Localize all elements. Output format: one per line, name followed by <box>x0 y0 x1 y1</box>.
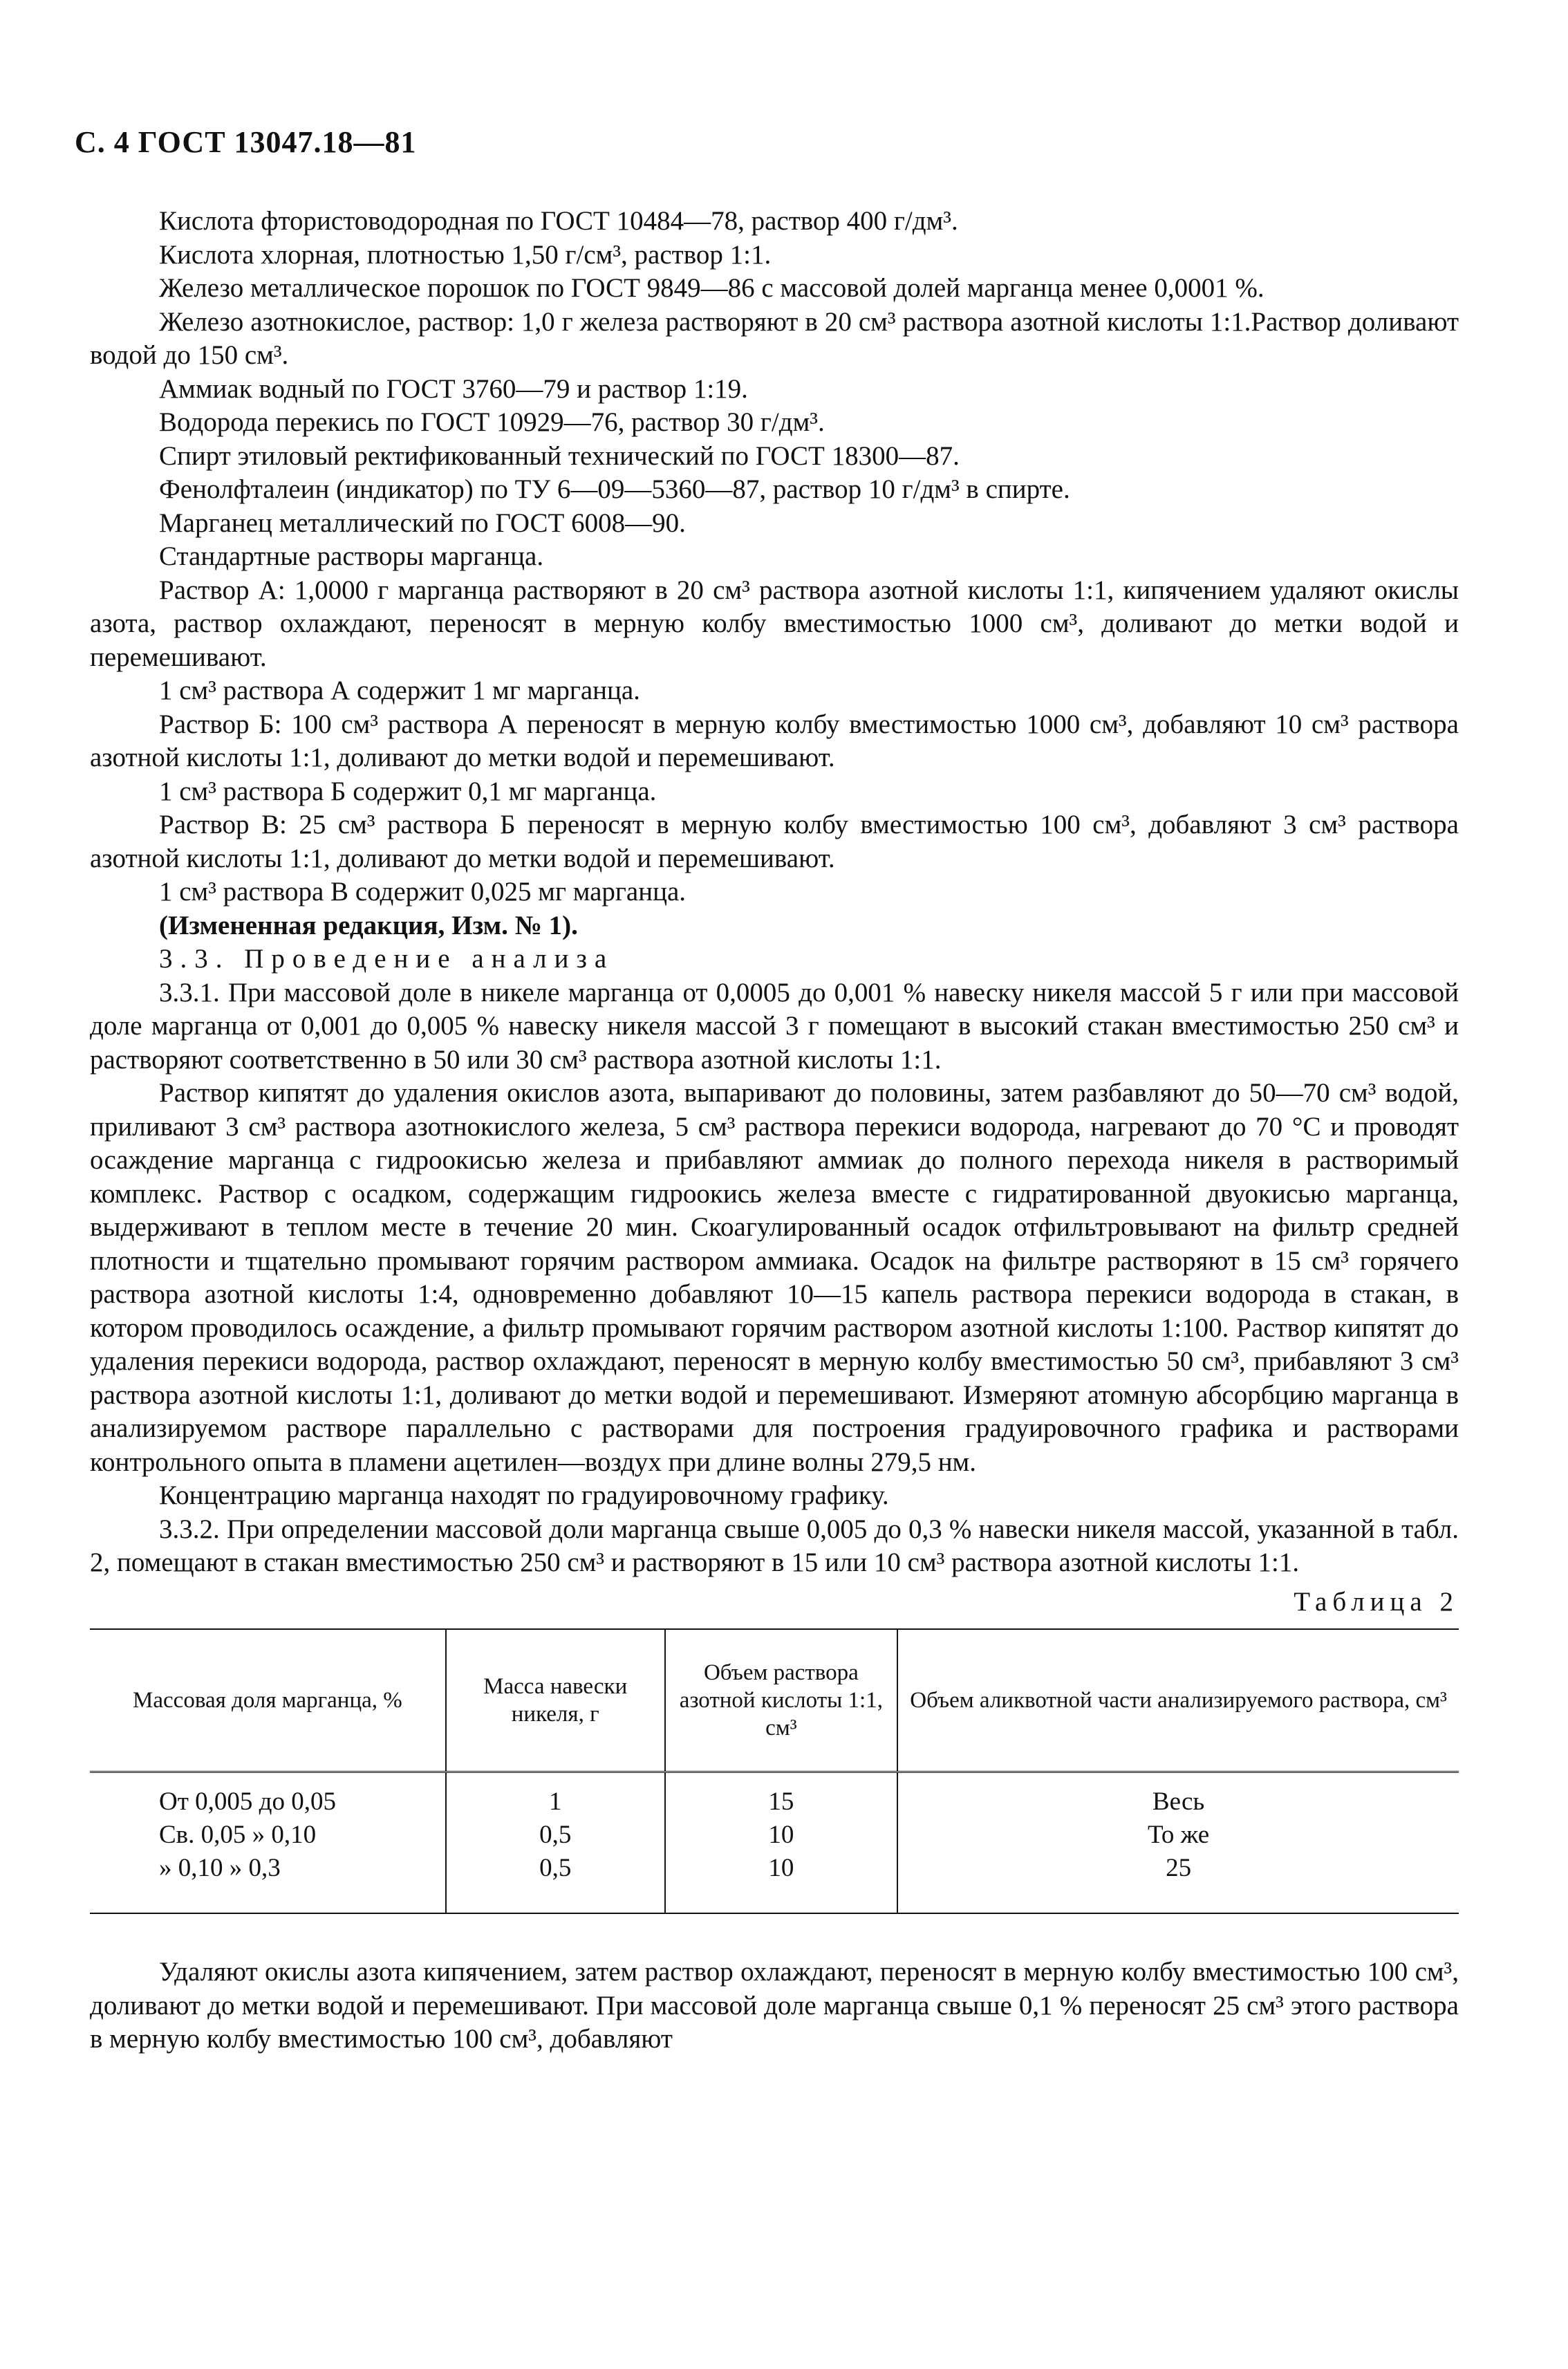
paragraph: 1 см³ раствора Б содержит 0,1 мг марганца. <box>159 776 657 806</box>
paragraph: Железо металлическое порошок по ГОСТ 9849—86 с массовой долей марганца менее 0,0001 %. <box>159 273 1264 303</box>
document-body <box>90 205 1459 2056</box>
column-header: Объем раствора азотной кислоты 1:1, см³ <box>665 1629 898 1772</box>
table-cell: Весь <box>897 1772 1459 1819</box>
paragraph: 1 см³ раствора В содержит 0,025 мг марганца. <box>159 877 687 907</box>
table-header-row <box>90 1629 1459 1772</box>
paragraph: Водорода перекись по ГОСТ 10929—76, раствор 30 г/дм³. <box>159 407 825 437</box>
paragraph: Фенолфталеин (индикатор) по ТУ 6—09—5360—87, раствор 10 г/дм³ в спирте. <box>159 474 1070 504</box>
table-cell: 0,5 <box>446 1819 665 1852</box>
table-cell: 10 <box>665 1852 898 1913</box>
paragraph: Раствор Б: 100 см³ раствора А переносят в мерную колбу вместимостью 1000 см³, добавляют 10 см³ раствора азотной кислоты 1:1, доливают до метки водой и перемешивают. <box>90 709 1459 772</box>
paragraph: Аммиак водный по ГОСТ 3760—79 и раствор 1:19. <box>159 373 748 404</box>
table-cell: Св. 0,05 » 0,10 <box>159 1821 317 1849</box>
paragraph: Спирт этиловый ректификованный технический по ГОСТ 18300—87. <box>159 440 960 471</box>
table-cell: 25 <box>897 1852 1459 1913</box>
amendment-note: (Измененная редакция, Изм. № 1). <box>159 910 578 940</box>
table-row <box>90 1772 1459 1819</box>
table-cell: От 0,005 до 0,05 <box>159 1787 336 1816</box>
table-cell: То же <box>897 1819 1459 1852</box>
paragraph: 3.3.1. При массовой доле в никеле марганца от 0,0005 до 0,001 % навеску никеля массой 5 г или при массовой доле марганца от 0,001 до 0,005 % навеску никеля массой 3 г помещают в высокий стакан вместимостью 250 см³ и растворяют соответственно в 50 или 30 см³ раствора азотной кислоты 1:1. <box>90 977 1459 1075</box>
paragraph: 1 см³ раствора А содержит 1 мг марганца. <box>159 676 640 705</box>
table-cell: 15 <box>665 1772 898 1819</box>
table-cell: » 0,10 » 0,3 <box>159 1854 281 1882</box>
paragraph: Раствор кипятят до удаления окислов азота, выпаривают до половины, затем разбавляют до 50—70 см³ водой, приливают 3 см³ раствора азотнокислого железа, 5 см³ раствора перекиси водорода, нагревают до 70 °С и проводят осаждение марганца с гидроокисью железа и прибавляют аммиак до полного перехода никеля в растворимый комплекс. Раствор с осадком, содержащим гидроокись железа вместе с гидратированной двуокисью марганца, выдерживают в теплом месте в течение 20 мин. Скоагулированный осадок отфильтровывают на фильтр средней плотности и тщательно промывают горячим раствором аммиака. Осадок на фильтре растворяют в 15 см³ горячего раствора азотной кислоты 1:4, одновременно добавляют 10—15 капель раствора перекиси водорода в стакан, в котором проводилось осаждение, а фильтр промывают горячим раствором азотной кислоты 1:100. Раствор кипятят до удаления перекиси водорода, раствор охлаждают, переносят в мерную колбу вместимостью 50 см³, прибавляют 3 см³ раствора азотной кислоты 1:1, доливают до метки водой и перемешивают. Измеряют атомную абсорбцию марганца в анализируемом растворе параллельно с растворами для построения градуировочного графика и растворами контрольного опыта в пламени ацетилен—воздух при длине волны 279,5 нм. <box>90 1078 1459 1477</box>
table-cell: 10 <box>665 1819 898 1852</box>
paragraph: Марганец металлический по ГОСТ 6008—90. <box>159 508 686 538</box>
table-caption: Таблица 2 <box>1294 1586 1459 1617</box>
paragraph: Железо азотнокислое, раствор: 1,0 г железа растворяют в 20 см³ раствора азотной кислоты 1:1.Раствор доливают водой до 150 см³. <box>90 306 1459 370</box>
table-row <box>90 1852 1459 1913</box>
paragraph: Кислота хлорная, плотностью 1,50 г/см³, раствор 1:1. <box>159 239 772 270</box>
column-header: Масса навески никеля, г <box>446 1629 665 1772</box>
manganese-table <box>90 1628 1459 1914</box>
section-heading: 3.3. Проведение анализа <box>159 944 615 974</box>
paragraph: Раствор В: 25 см³ раствора Б переносят в мерную колбу вместимостью 100 см³, добавляют 3 см³ раствора азотной кислоты 1:1, доливают до метки водой и перемешивают. <box>90 810 1459 873</box>
paragraph: Удаляют окислы азота кипячением, затем раствор охлаждают, переносят в мерную колбу вместимостью 100 см³, доливают до метки водой и перемешивают. При массовой доле марганца свыше 0,1 % переносят 25 см³ этого раствора в мерную колбу вместимостью 100 см³, добавляют <box>90 1957 1459 2054</box>
paragraph: Кислота фтористоводородная по ГОСТ 10484—78, раствор 400 г/дм³. <box>159 206 958 236</box>
table-cell: 1 <box>446 1772 665 1819</box>
paragraph: Раствор А: 1,0000 г марганца растворяют в 20 см³ раствора азотной кислоты 1:1, кипячением удаляют окислы азота, раствор охлаждают, переносят в мерную колбу вместимостью 1000 см³, доливают до метки водой и перемешивают. <box>90 575 1459 672</box>
paragraph: Стандартные растворы марганца. <box>159 541 544 571</box>
page-header: С. 4 ГОСТ 13047.18—81 <box>75 125 417 159</box>
column-header: Массовая доля марганца, % <box>90 1629 446 1772</box>
column-header: Объем аликвотной части анализируемого раствора, см³ <box>897 1629 1459 1772</box>
table-row <box>90 1819 1459 1852</box>
table-cell: 0,5 <box>446 1852 665 1913</box>
paragraph: 3.3.2. При определении массовой доли марганца свыше 0,005 до 0,3 % навески никеля массой, указанной в табл. 2, помещают в стакан вместимостью 250 см³ и растворяют в 15 или 10 см³ раствора азотной кислоты 1:1. <box>90 1514 1459 1577</box>
paragraph: Концентрацию марганца находят по градуировочному графику. <box>159 1480 889 1510</box>
